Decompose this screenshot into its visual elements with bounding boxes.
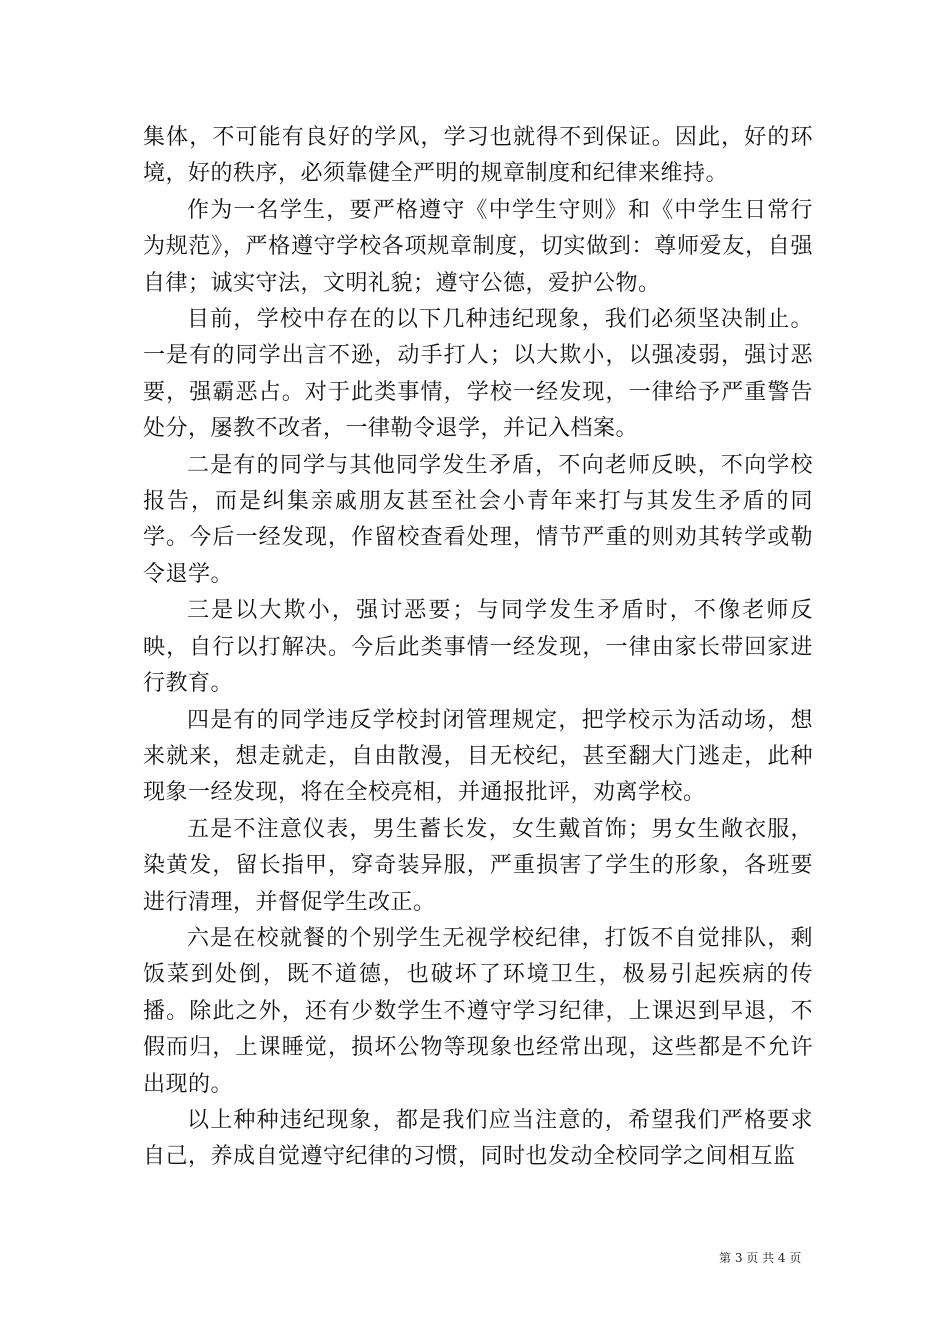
page-number-footer: 第 3 页 共 4 页 bbox=[719, 1251, 802, 1265]
paragraph-8: 六是在校就餐的个别学生无视学校纪律，打饭不自觉排队，剩饭菜到处倒，既不道德，也破坏了环境卫生，极易引起疾病的传播。除此之外，还有少数学生不遵守学习纪律，上课迟到早退，不假而归，上课睡觉，损坏公物等现象也经常出现，这些都是不允许出现的。 bbox=[143, 925, 813, 1097]
paragraph-1: 集体，不可能有良好的学风，学习也就得不到保证。因此，好的环境，好的秩序，必须靠健全严明的规章制度和纪律来维持。 bbox=[143, 125, 813, 187]
paragraph-6: 四是有的同学违反学校封闭管理规定，把学校示为活动场，想来就来，想走就走，自由散漫，目无校纪，甚至翻大门逃走，此种现象一经发现，将在全校亮相，并通报批评，劝离学校。 bbox=[143, 707, 813, 806]
paragraph-3: 目前，学校中存在的以下几种违纪现象，我们必须坚决制止。一是有的同学出言不逊，动手打人；以大欺小，以强凌弱，强讨恶要，强霸恶占。对于此类事情，学校一经发现，一律给予严重警告处分，屡教不改者，一律勒令退学，并记入档案。 bbox=[143, 307, 813, 442]
document-body bbox=[143, 120, 813, 1176]
paragraph-7: 五是不注意仪表，男生蓄长发，女生戴首饰；男女生敞衣服，染黄发，留长指甲，穿奇装异服，严重损害了学生的形象，各班要进行清理，并督促学生改正。 bbox=[143, 816, 813, 915]
paragraph-4: 二是有的同学与其他同学发生矛盾，不向老师反映，不向学校报告，而是纠集亲戚朋友甚至社会小青年来打与其发生矛盾的同学。今后一经发现，作留校查看处理，情节严重的则劝其转学或勒令退学。 bbox=[143, 452, 813, 587]
paragraph-2: 作为一名学生，要严格遵守《中学生守则》和《中学生日常行为规范》，严格遵守学校各项规章制度，切实做到：尊师爱友，自强自律；诚实守法，文明礼貌；遵守公德，爱护公物。 bbox=[143, 197, 813, 296]
paragraph-9: 以上种种违纪现象，都是我们应当注意的，希望我们严格要求自己，养成自觉遵守纪律的习惯，同时也发动全校同学之间相互监 bbox=[143, 1107, 813, 1170]
paragraph-5: 三是以大欺小，强讨恶要；与同学发生矛盾时，不像老师反映，自行以打解决。今后此类事情一经发现，一律由家长带回家进行教育。 bbox=[143, 598, 813, 697]
